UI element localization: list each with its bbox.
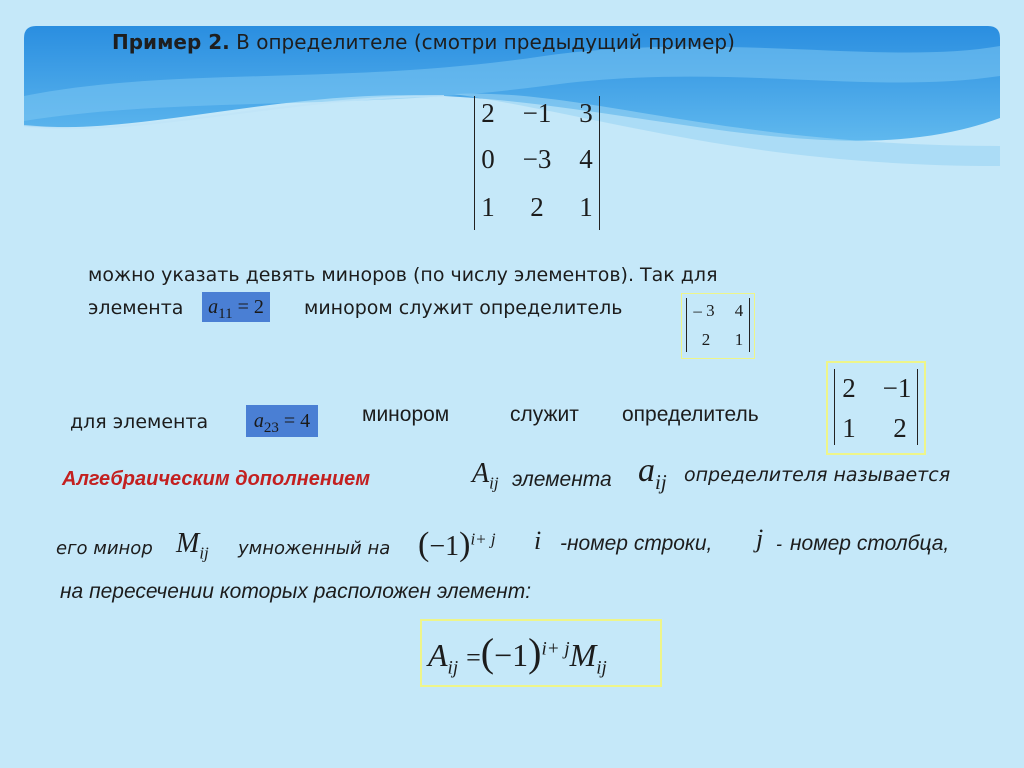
- formula-M: M: [569, 637, 597, 673]
- sym-M-sub: ij: [199, 543, 209, 563]
- elem-eq: = 2: [237, 296, 264, 318]
- sym-a-sub: ij: [655, 469, 667, 494]
- det-cell: 2: [530, 192, 544, 222]
- formula: [428, 629, 607, 679]
- sym-A: A: [472, 458, 490, 489]
- det-cell: 2: [842, 373, 856, 403]
- text-col-dash: -: [776, 534, 782, 554]
- symbol-M-ij: [176, 528, 209, 563]
- text-line-1: можно указать девять миноров (по числу элементов). Так для: [88, 264, 718, 286]
- text-elementa: элемента: [512, 468, 612, 491]
- paren-open-icon: (: [480, 630, 495, 675]
- det-cell: 4: [734, 301, 744, 320]
- title-rest: В определителе (смотри предыдущий пример): [229, 30, 735, 54]
- elem-sub: 23: [263, 420, 279, 436]
- det-cell: – 3: [693, 301, 715, 320]
- symbol-j: j: [756, 524, 764, 553]
- det-cell: −1: [522, 98, 552, 128]
- elem-sub: 11: [218, 306, 233, 322]
- text-opredelitel: определитель: [622, 403, 759, 426]
- sym-A-sub: ij: [489, 473, 499, 493]
- det-cell: 4: [579, 144, 593, 174]
- elem-base: a: [253, 410, 264, 432]
- formula-A-sub: ij: [447, 657, 459, 679]
- symbol-a-ij: [638, 452, 667, 494]
- sym-neg1: −1: [429, 531, 460, 562]
- determinant-main: [474, 96, 600, 230]
- formula-A: A: [428, 637, 448, 673]
- paren-open-icon: (: [418, 526, 430, 563]
- det-cell: −1: [882, 373, 912, 403]
- formula-eq: =: [466, 643, 481, 672]
- formula-neg1: −1: [494, 637, 529, 673]
- det-cell: 2: [893, 413, 907, 443]
- sym-power: i+ j: [470, 529, 496, 549]
- elem-eq: = 4: [283, 410, 311, 432]
- sym-a: a: [638, 452, 655, 489]
- text-intersection: на пересечении которых расположен элемент:: [60, 580, 532, 603]
- det-cell: 0: [481, 144, 495, 174]
- det-cell: 1: [579, 192, 593, 222]
- text-for-element: для элемента: [70, 411, 209, 433]
- text-element-label: элемента: [88, 297, 184, 319]
- text-opredelitelya: определителя называется: [684, 464, 951, 486]
- sym-M: M: [176, 528, 200, 559]
- symbol-i: i: [534, 526, 542, 555]
- text-col-number: номер столбца,: [790, 532, 950, 555]
- text-row-number: -номер строки,: [560, 532, 713, 555]
- element-a23: [246, 405, 318, 437]
- formula-M-sub: ij: [596, 657, 607, 679]
- paren-close-icon: ): [459, 526, 471, 563]
- text-minorom: минором: [362, 403, 450, 426]
- det-cell: 2: [481, 98, 495, 128]
- minor-a23: [834, 369, 918, 445]
- text-minor-label: минором служит определитель: [304, 297, 623, 319]
- det-cell: 3: [579, 98, 593, 128]
- minor-a11-frame: [681, 293, 755, 359]
- det-cell: 1: [481, 192, 495, 222]
- text-ego-minor: его минор: [56, 538, 153, 559]
- elem-base: a: [208, 296, 219, 318]
- symbol-neg1-power: [418, 526, 496, 564]
- element-a11: [202, 292, 270, 322]
- text-umnozhenny: умноженный на: [238, 538, 391, 559]
- formula-pow: i+ j: [541, 638, 570, 660]
- paren-close-icon: ): [528, 630, 542, 675]
- minor-a11: [686, 298, 750, 352]
- formula-box: [420, 619, 662, 687]
- det-cell: 1: [734, 330, 744, 349]
- symbol-A-ij: [472, 458, 499, 493]
- det-cell: −3: [522, 144, 552, 174]
- minor-a23-frame: [826, 361, 926, 455]
- title-bold: Пример 2.: [112, 30, 230, 54]
- det-cell: 1: [842, 413, 856, 443]
- term-algebraic-complement: Алгебраическим дополнением: [62, 468, 371, 490]
- text-sluzhit: служит: [510, 403, 579, 426]
- det-cell: 2: [701, 330, 711, 349]
- page-title: [112, 30, 735, 54]
